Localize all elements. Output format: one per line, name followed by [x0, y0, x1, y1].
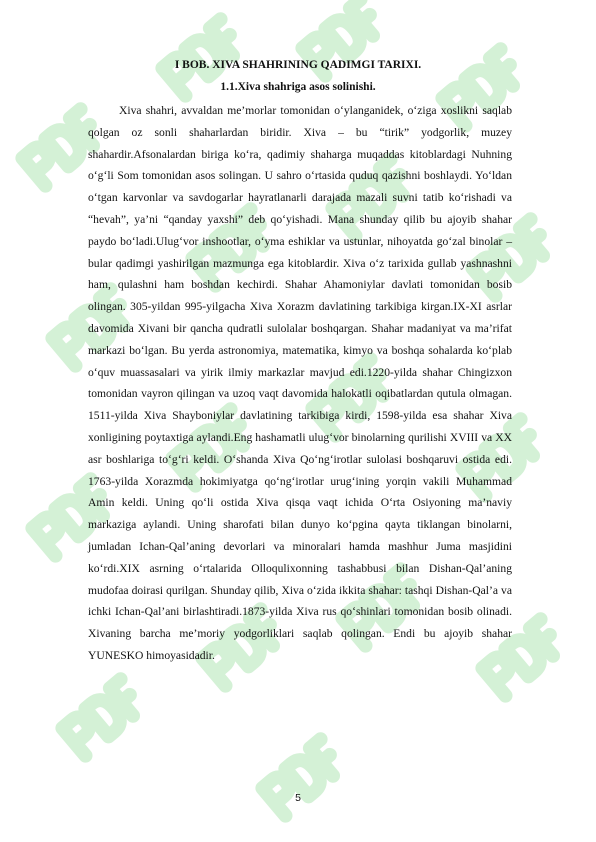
chapter-title: I BOB. XIVA SHAHRINING QADIMGI TARIXI. [174, 59, 422, 71]
section-title: 1.1.Xiva shahriga asos solinishi. [220, 81, 376, 93]
watermark-mark [262, 739, 343, 815]
watermark-mark [62, 679, 143, 755]
page-number: 5 [295, 792, 301, 804]
body-paragraph: Xiva shahri, avvaldan me’morlar tomonidan o‘ylanganidek, o‘ziga xoslikni saqlab qolgan oz sonli shaharlardan biridir. Xiva – bu “tirik” yodgorlik, muzey shahardir.Afsonalardan biriga ko‘ra, qadimiy shaharga muqaddas kitoblardagi Nuhning o‘g‘li Som tomonidan asos solingan. U sahro o‘rtasida quduq qazishni boshlaydi. Yo‘ldan o‘tgan karvonlar va savdogarlar hayratlanarli darajada mazali suvni tatib ko‘rishadi va “hevah”, ya’ni “qanday yaxshi” deb qo‘yishadi. Mana shunday qilib bu ajoyib shahar paydo bo‘ladi.Ulug‘vor inshootlar, o‘yma eshiklar va ustunlar, nihoyatda go‘zal binolar – bular qadimgi yashirilgan mazmunga ega kitoblardir. Xiva o‘z tarixida gullab yashnashni ham, qulashni ham boshdan kechirdi. Shahar Ahamoniylar davlati tomonidan bosib olingan. 305-yildan 995-yilgacha Xiva Xorazm davlatining tarkibiga kirgan.IX-XI asrlar davomida Xivani bir qancha qudratli sulolalar boshqargan. Shahar madaniyat va ma’rifat markazi bo‘lgan. Bu yerda astronomiya, matematika, kimyo va boshqa sohalarda ko‘plab o‘quv muassasalari va yirik ilmiy markazlar mavjud edi.1220-yilda shahar Chingizxon tomonidan vayron qilingan va uzoq vaqt davomida halokatli oqibatlardan qutula olmagan. 1511-yilda Xiva Shayboniylar davlatining tarkibiga kirdi, 1598-yilda esa shahar Xiva xonligining poytaxtiga aylandi.Eng hashamatli ulug‘vor binolarning qurilishi XVIII va XX asr boshlariga to‘g‘ri keldi. O‘shanda Xiva Qo‘ng‘irotlar sulolasi boshqaruvi ostida edi. 1763-yilda Xorazmda hokimiyatga qo‘ng‘irotlar urug‘ining yorqin vakili Muhammad Amin keldi. Uning qo‘li ostida Xiva qisqa vaqt ichida O‘rta Osiyoning ma’naviy markaziga aylandi. Uning sharofati bilan dunyo ko‘pgina qayta tiklangan binolarni, jumladan Ichan-Qal’aning devorlari va minoralari hamda mashhur Juma masjidini ko‘rdi.XIX asrning o‘rtalarida Olloqulixonning tashabbusi bilan Dishan-Qal’aning mudofaa doirasi qurilgan. Shunday qilib, Xiva o‘zida ikkita shahar: tashqi Dishan-Qal’a va ichki Ichan-Qal’ani birlashtiradi.1873-yilda Xiva rus qo‘shinlari tomonidan bosib olinadi. Xivaning barcha me’moriy yodgorliklari saqlab qolingan. Endi bu ajoyib shahar YUNESKO himoyasidadir. [88, 104, 512, 662]
